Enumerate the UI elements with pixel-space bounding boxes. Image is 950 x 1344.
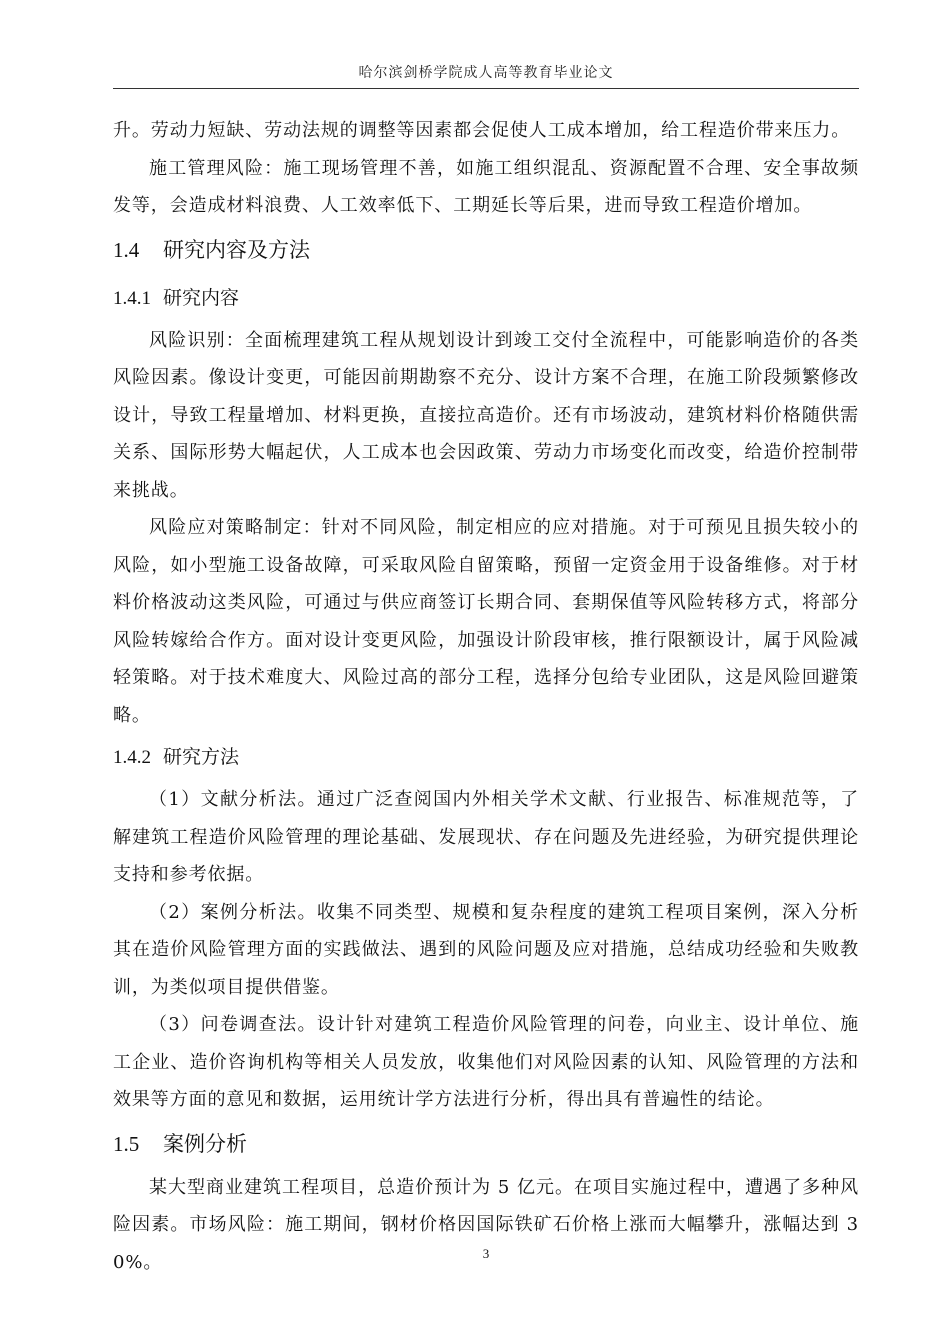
- section-heading-1-5: [113, 1119, 859, 1169]
- page-body: [113, 112, 859, 1281]
- running-header: 哈尔滨剑桥学院成人高等教育毕业论文: [358, 65, 614, 81]
- section-number: 1.4: [113, 237, 140, 262]
- section-heading-1-4: [113, 225, 859, 275]
- paragraph-construction-management-risk: 施工管理风险：施工现场管理不善，如施工组织混乱、资源配置不合理、安全事故频发等，会造成材料浪费、人工效率低下、工期延长等后果，进而导致工程造价增加。: [113, 157, 859, 216]
- subsection-number: 1.4.1: [113, 287, 151, 309]
- subsection-number: 1.4.2: [113, 747, 151, 768]
- paragraph-continued: 升。劳动力短缺、劳动法规的调整等因素都会促使人工成本增加，给工程造价带来压力。: [113, 120, 851, 141]
- subsection-title: 研究内容: [163, 286, 240, 309]
- subsection-title: 研究方法: [163, 746, 240, 768]
- section-title: 研究内容及方法: [163, 237, 310, 262]
- section-title: 案例分析: [163, 1131, 247, 1156]
- paragraph-case-study-method: （2）案例分析法。收集不同类型、规模和复杂程度的建筑工程项目案例，深入分析其在造价风险管理方面的实践做法、遇到的风险问题及应对措施，总结成功经验和失败教训，为类似项目提供借鉴。: [113, 901, 859, 998]
- paragraph-case-analysis: 某大型商业建筑工程项目，总造价预计为 5 亿元。在项目实施过程中，遭遇了多种风险因素。市场风险：施工期间，钢材价格因国际铁矿石价格上涨而大幅攀升，涨幅达到 30%。: [113, 1176, 859, 1273]
- paragraph-risk-identification: 风险识别：全面梳理建筑工程从规划设计到竣工交付全流程中，可能影响造价的各类风险因素。像设计变更，可能因前期勘察不充分、设计方案不合理，在施工阶段频繁修改设计，导致工程量增加、材料更换，直接拉高造价。还有市场波动，建筑材料价格随供需关系、国际形势大幅起伏，人工成本也会因政策、劳动力市场变化而改变，给造价控制带来挑战。: [113, 329, 859, 501]
- section-number: 1.5: [113, 1131, 140, 1156]
- paragraph-risk-response-strategy: 风险应对策略制定：针对不同风险，制定相应的应对措施。对于可预见且损失较小的风险，如小型施工设备故障，可采取风险自留策略，预留一定资金用于设备维修。对于材料价格波动这类风险，可通过与供应商签订长期合同、套期保值等风险转移方式，将部分风险转嫁给合作方。面对设计变更风险，加强设计阶段审核，推行限额设计，属于风险减轻策略。对于技术难度大、风险过高的部分工程，选择分包给专业团队，这是风险回避策略。: [113, 517, 859, 726]
- header-rule: [113, 88, 859, 89]
- page-number: 3: [482, 1246, 490, 1261]
- subsection-heading-1-4-1: [113, 275, 859, 322]
- subsection-heading-1-4-2: [113, 734, 859, 781]
- paragraph-literature-method: （1）文献分析法。通过广泛查阅国内外相关学术文献、行业报告、标准规范等，了解建筑工程造价风险管理的理论基础、发展现状、存在问题及先进经验，为研究提供理论支持和参考依据。: [113, 789, 859, 885]
- paragraph-survey-method: （3）问卷调查法。设计针对建筑工程造价风险管理的问卷，向业主、设计单位、施工企业、造价咨询机构等相关人员发放，收集他们对风险因素的认知、风险管理的方法和效果等方面的意见和数据，运用统计学方法进行分析，得出具有普遍性的结论。: [113, 1014, 859, 1110]
